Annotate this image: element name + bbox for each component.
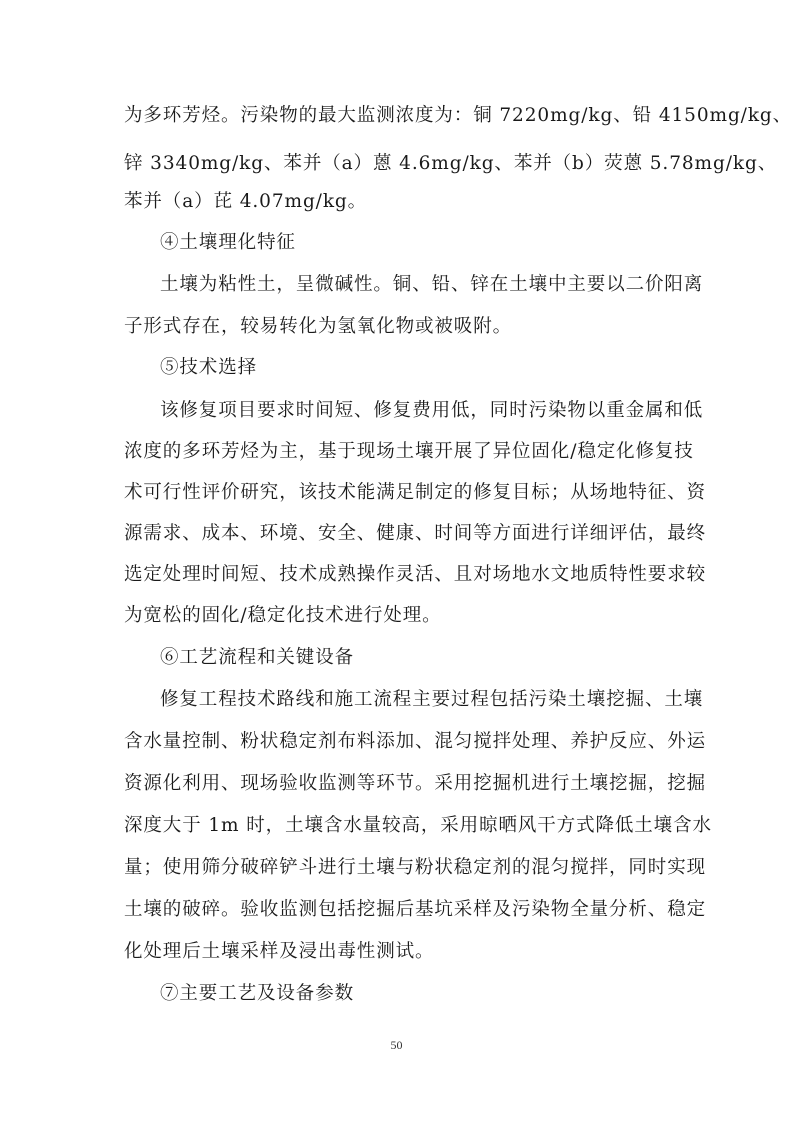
section-heading-process-flow: ⑥工艺流程和关键设备 [160,647,355,668]
section-heading-technology-selection: ⑤技术选择 [160,357,258,378]
section-heading-process-parameters: ⑦主要工艺及设备参数 [160,983,355,1004]
page-number: 50 [390,1038,403,1052]
body-text-line: 选定处理时间短、技术成熟操作灵活、且对场地水文地质特性要求较 [124,564,707,585]
body-text-line: 量；使用筛分破碎铲斗进行土壤与粉状稳定剂的混匀搅拌，同时实现 [124,857,707,878]
body-text-line: 该修复项目要求时间短、修复费用低，同时污染物以重金属和低 [160,400,704,421]
body-text-line: 土壤为粘性土，呈微碱性。铜、铅、锌在土壤中主要以二价阳离 [160,274,704,295]
body-text-line: 为宽松的固化/稳定化技术进行处理。 [124,605,442,626]
body-text-line: 浓度的多环芳烃为主，基于现场土壤开展了异位固化/稳定化修复技 [124,441,694,462]
body-text-line: 化处理后土壤采样及浸出毒性测试。 [124,941,435,962]
body-text-line: 为多环芳烃。污染物的最大监测浓度为：铜 7220mg/kg、铅 4150mg/kg、 [124,105,793,126]
body-text-line: 土壤的破碎。验收监测包括挖掘后基坑采样及污染物全量分析、稳定 [124,899,707,920]
body-text-line: 含水量控制、粉状稳定剂布料添加、混匀搅拌处理、养护反应、外运 [124,731,707,752]
body-text-line: 源需求、成本、环境、安全、健康、时间等方面进行详细评估，最终 [124,523,707,544]
body-text-line: 修复工程技术路线和施工流程主要过程包括污染土壤挖掘、土壤 [160,689,704,710]
body-text-line: 术可行性评价研究，该技术能满足制定的修复目标；从场地特征、资 [124,482,707,503]
body-text-line: 深度大于 1m 时，土壤含水量较高，采用晾晒风干方式降低土壤含水 [124,815,712,836]
body-text-line: 子形式存在，较易转化为氢氧化物或被吸附。 [124,316,513,337]
section-heading-soil-properties: ④土壤理化特征 [160,232,296,253]
body-text-line: 资源化利用、现场验收监测等环节。采用挖掘机进行土壤挖掘，挖掘 [124,773,707,794]
body-text-line: 锌 3340mg/kg、苯并（a）蒽 4.6mg/kg、苯并（b）荧蒽 5.78mg/kg、 [124,153,778,174]
body-text-line: 苯并（a）芘 4.07mg/kg。 [124,191,368,212]
